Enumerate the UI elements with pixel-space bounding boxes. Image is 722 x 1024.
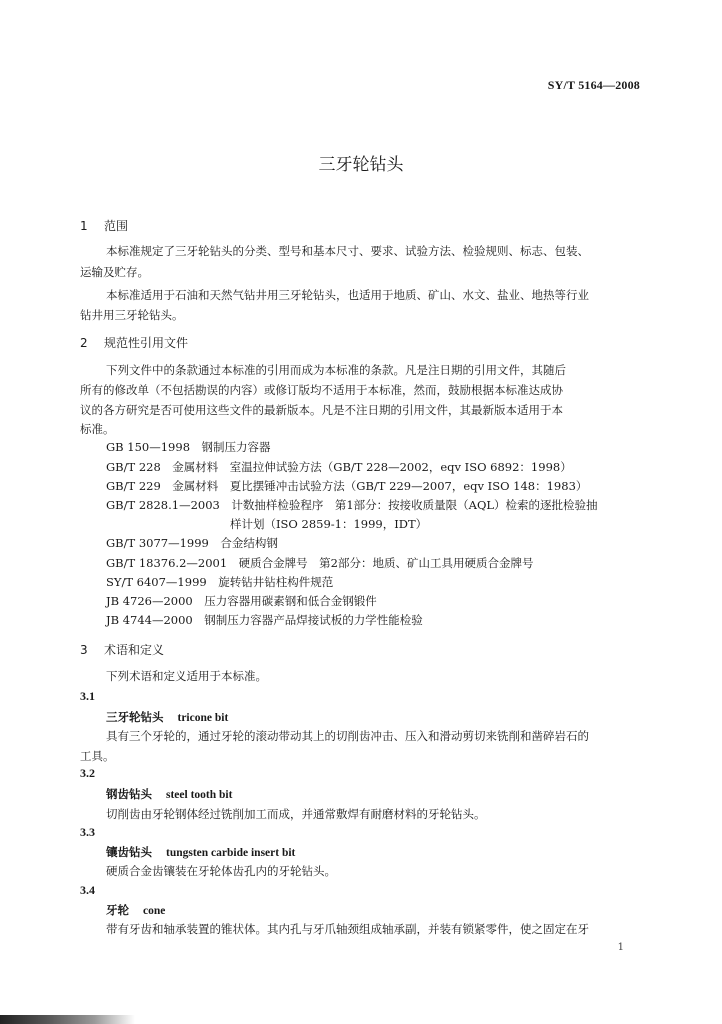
normative-intro-line: 议的各方研究是否可使用这些文件的最新版本。凡是不注日期的引用文件，其最新版本适用于本 xyxy=(80,403,563,417)
term-title xyxy=(106,902,165,918)
page-number: 1 xyxy=(617,942,624,953)
normative-intro-line: 标准。 xyxy=(80,422,115,436)
section-number: 2 xyxy=(80,336,88,350)
term-zh: 镶齿钻头 xyxy=(106,845,152,859)
normative-intro-line: 所有的修改单（不包括勘误的内容）或修订版均不适用于本标准，然而，鼓励根据本标准达成协 xyxy=(80,383,563,397)
section-number: 1 xyxy=(80,219,88,233)
reference-item: GB/T 229 金属材料 夏比摆锤冲击试验方法（GB/T 229—2007，eqv ISO 148：1983） xyxy=(106,479,588,493)
term-en: steel tooth bit xyxy=(166,789,233,801)
term-definition: 工具。 xyxy=(80,749,115,763)
term-en: tungsten carbide insert bit xyxy=(166,847,296,859)
section-title: 术语和定义 xyxy=(104,643,165,657)
normative-intro-line: 下列文件中的条款通过本标准的引用而成为本标准的条款。凡是注日期的引用文件，其随后 xyxy=(106,363,566,377)
reference-item: SY/T 6407—1999 旋转钻井钻柱构件规范 xyxy=(106,575,334,589)
reference-item: JB 4744—2000 钢制压力容器产品焊接试板的力学性能检验 xyxy=(106,613,423,627)
subsection-number: 3.4 xyxy=(80,883,95,897)
subsection-number: 3.2 xyxy=(80,766,95,780)
section-title: 范围 xyxy=(104,219,129,233)
subsection-number: 3.3 xyxy=(80,825,95,839)
term-definition: 带有牙齿和轴承装置的锥状体。其内孔与牙爪轴颈组成轴承副，并装有锁紧零件，使之固定在牙 xyxy=(106,922,589,936)
term-en: tricone bit xyxy=(177,712,229,724)
term-title xyxy=(106,844,295,860)
term-title xyxy=(106,709,228,725)
scope-line: 本标准适用于石油和天然气钻井用三牙轮钻头，也适用于地质、矿山、水文、盐业、地热等行业 xyxy=(106,288,589,302)
section-2-heading xyxy=(80,334,188,351)
reference-item: JB 4726—2000 压力容器用碳素钢和低合金钢锻件 xyxy=(106,594,377,608)
standard-code: SY/T 5164—2008 xyxy=(547,78,640,92)
scope-line: 本标准规定了三牙轮钻头的分类、型号和基本尺寸、要求、试验方法、检验规则、标志、包装、 xyxy=(106,244,589,258)
term-en: cone xyxy=(143,905,166,917)
term-zh: 钢齿钻头 xyxy=(106,787,152,801)
reference-item: GB 150—1998 钢制压力容器 xyxy=(106,440,271,454)
scan-artifact xyxy=(0,1015,135,1024)
term-zh: 三牙轮钻头 xyxy=(106,710,164,724)
section-number: 3 xyxy=(80,643,88,657)
section-title: 规范性引用文件 xyxy=(104,336,189,350)
reference-item: GB/T 3077—1999 合金结构钢 xyxy=(106,536,278,550)
terms-intro: 下列术语和定义适用于本标准。 xyxy=(106,669,267,683)
term-definition: 切削齿由牙轮钢体经过铣削加工而成，并通常敷焊有耐磨材料的牙轮钻头。 xyxy=(106,807,486,821)
term-zh: 牙轮 xyxy=(106,903,129,917)
section-3-heading xyxy=(80,641,164,658)
scope-line: 运输及贮存。 xyxy=(80,265,149,279)
term-title xyxy=(106,786,232,802)
term-definition: 硬质合金齿镶装在牙轮体齿孔内的牙轮钻头。 xyxy=(106,864,336,878)
scope-line: 钻井用三牙轮钻头。 xyxy=(80,308,184,322)
reference-item: GB/T 228 金属材料 室温拉伸试验方法（GB/T 228—2002，eqv ISO 6892：1998） xyxy=(106,460,572,474)
term-definition: 具有三个牙轮的，通过牙轮的滚动带动其上的切削齿冲击、压入和滑动剪切来铣削和凿碎岩石的 xyxy=(106,729,589,743)
reference-item-continuation: 样计划（ISO 2859-1：1999，IDT） xyxy=(230,517,428,531)
section-1-heading xyxy=(80,217,128,234)
subsection-number: 3.1 xyxy=(80,689,95,703)
document-title: 三牙轮钻头 xyxy=(318,155,404,175)
reference-item: GB/T 18376.2—2001 硬质合金牌号 第2部分：地质、矿山工具用硬质合金牌号 xyxy=(106,556,534,570)
reference-item: GB/T 2828.1—2003 计数抽样检验程序 第1部分：按接收质量限（AQL）检索的逐批检验抽 xyxy=(106,498,598,512)
